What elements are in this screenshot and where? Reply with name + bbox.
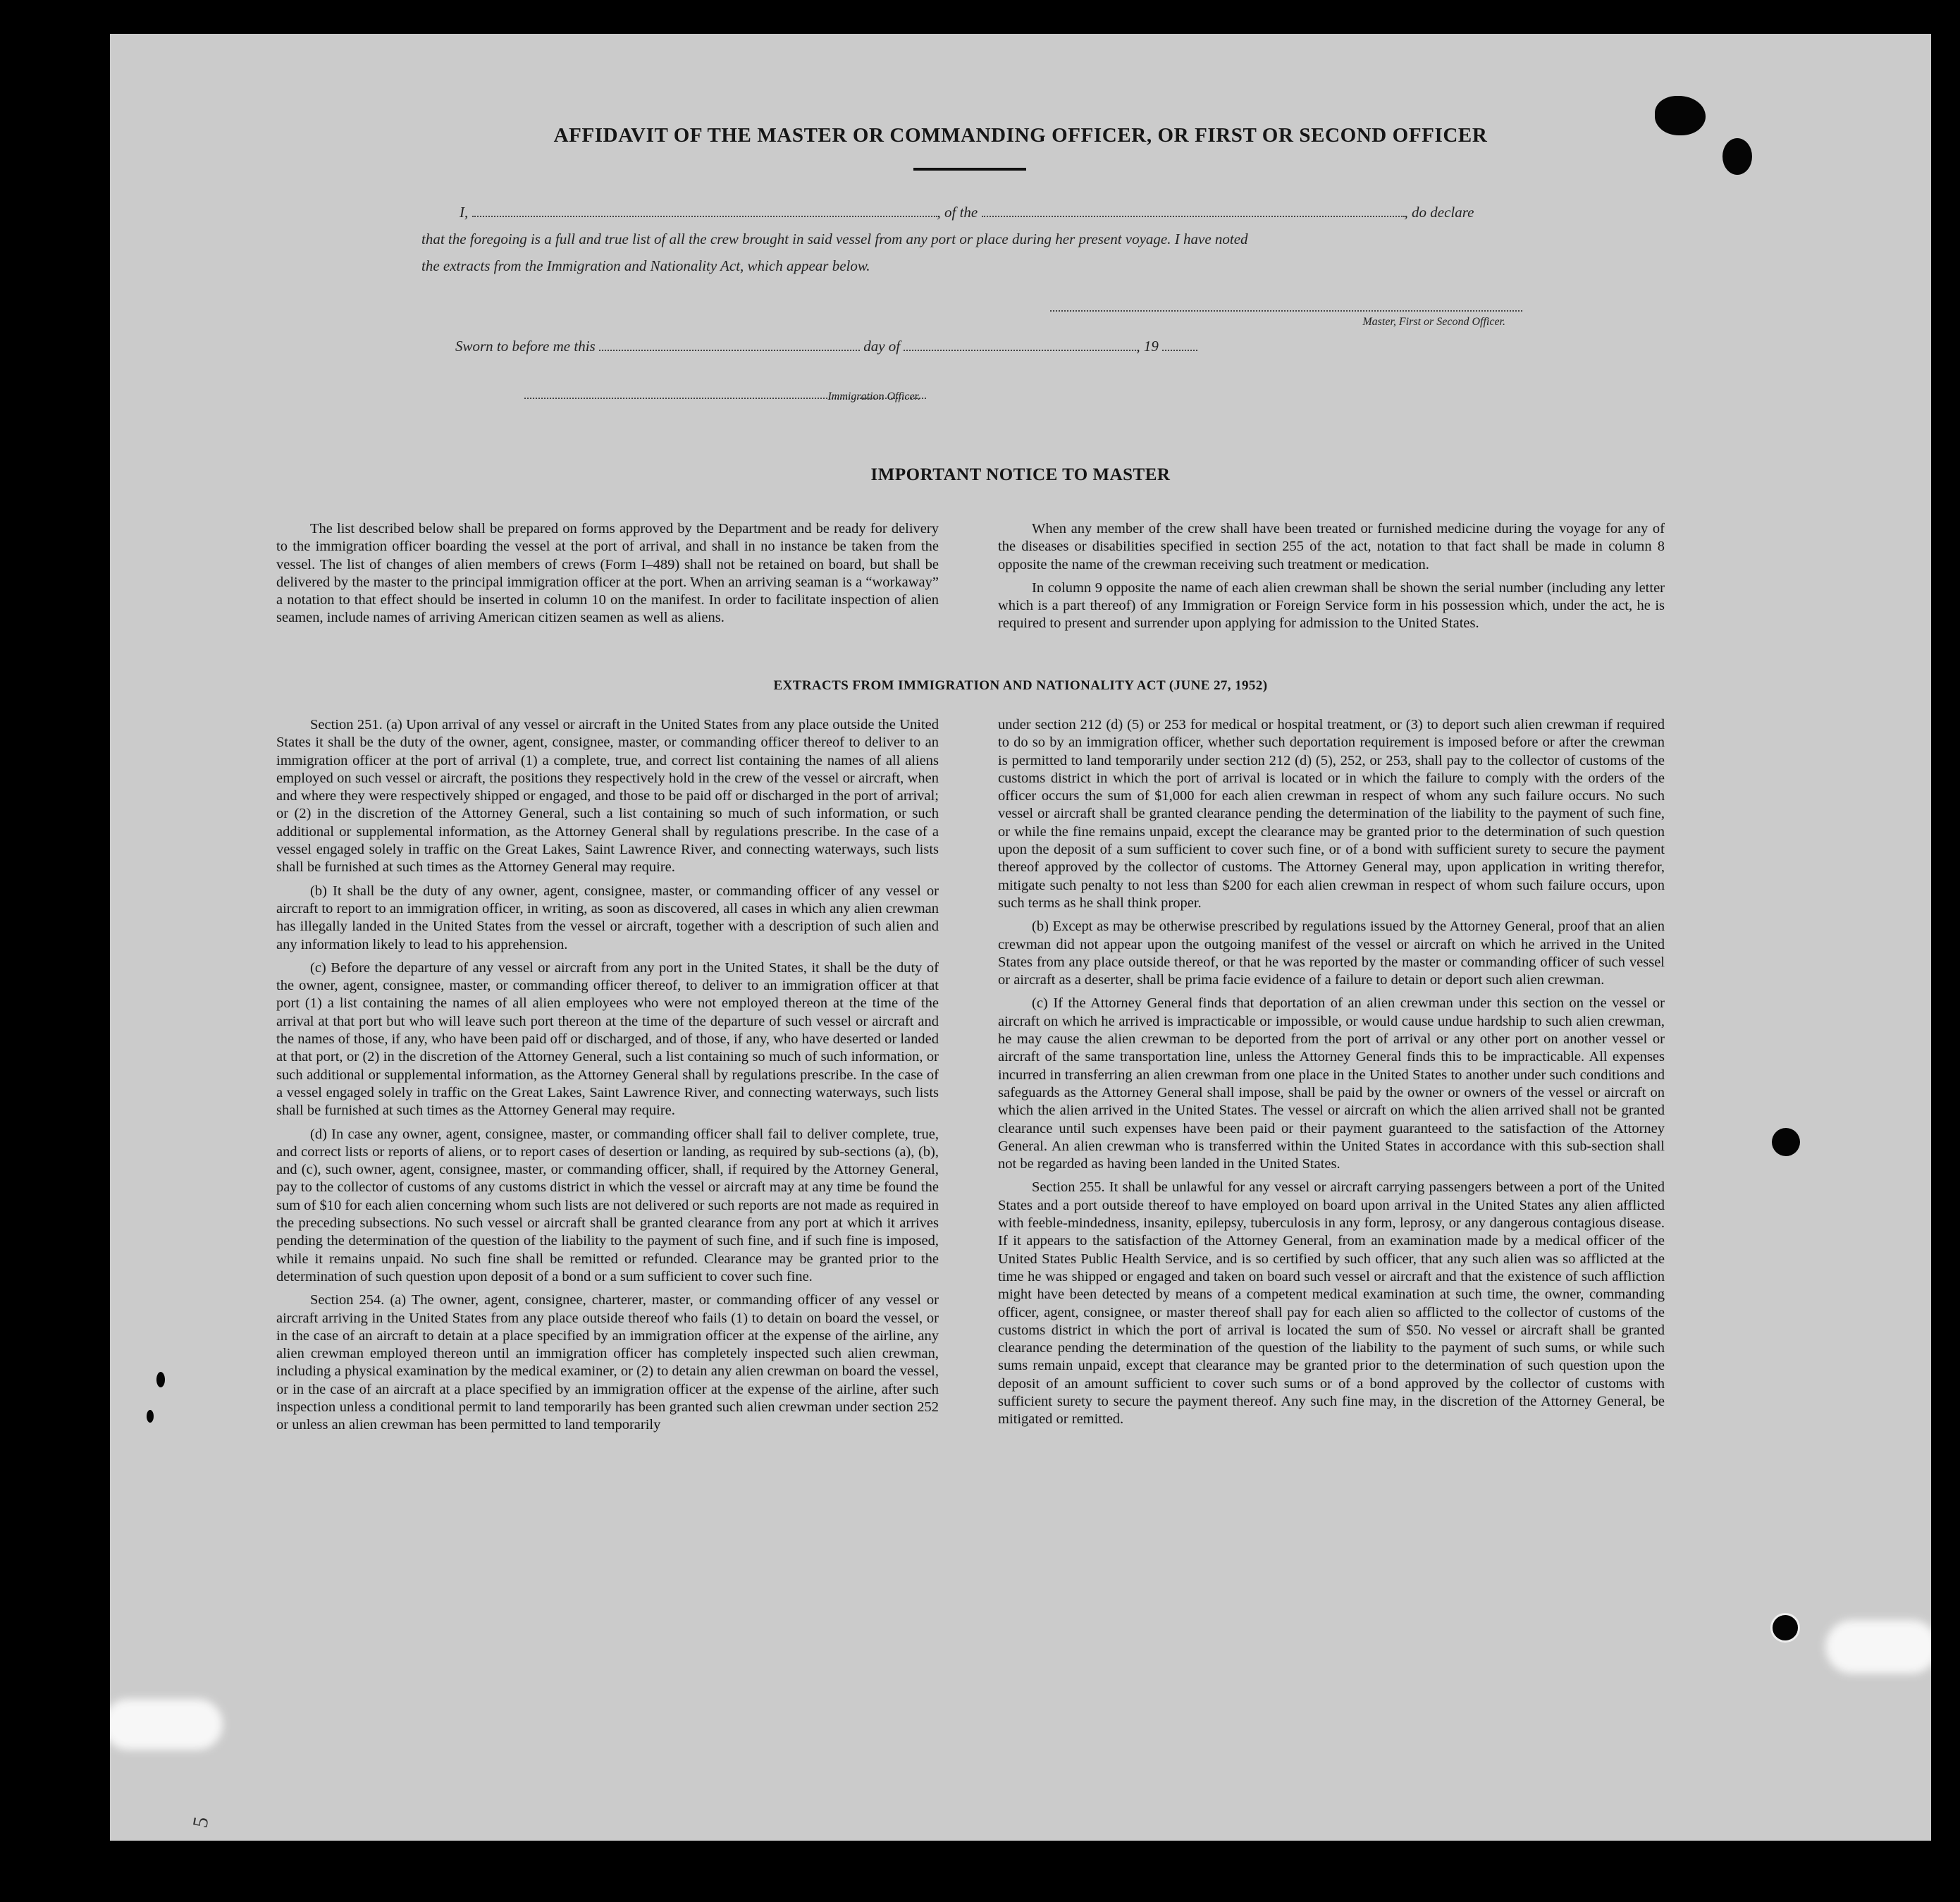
section-254-a: Section 254. (a) The owner, agent, consignee, charterer, master, or commanding officer of any vessel or aircraft arriving in the United States from any place outside thereof who fails (1) to detain on board the vessel, or in the case of an aircraft to detain at a place specified by an immigration officer at the expense of the airline, any alien crewman employed thereon until an immigration officer has completely inspected such alien crewman, including a physical examination by the medical examiner, or (2) to detain any alien crewman on board the vessel, or in the case of an aircraft at a place specified by an immigration officer at the expense of the airline, after such inspection unless a conditional permit to land temporarily has been granted such alien crewman under section 252 or unless an alien crewman has been permitted to land temporarily — [276, 1292, 939, 1433]
notice-left-paragraph: The list described below shall be prepared on forms approved by the Department and be ready for delivery to the immigration officer boarding the vessel at the port of arrival, and shall in no instance be taken from the vessel. The list of changes of alien members of crews (Form I–489) shall not be retained on board, but shall be delivered by the master to the principal immigration officer at the port. When an arriving seaman is a “workaway” a notation to that effect should be inserted in column 10 on the manifest. In order to facilitate inspection of alien seamen, include names of arriving American citizen seamen as well as aliens. — [276, 521, 939, 626]
scan-smudge-left — [110, 1699, 223, 1750]
section-251-d: (d) In case any owner, agent, consignee, master, or commanding officer shall fail to deliver complete, true, and correct lists or reports of aliens, or to report cases of desertion or landing, as required by sub-sections (a), (b), and (c), such owner, agent, consignee, master, or commanding officer, shall, if required by the Attorney General, pay to the collector of customs of any customs district in which the vessel or aircraft may at any time be found the sum of $10 for each alien concerning whom such lists are not delivered or such reports are not made as required in the preceding subsections. No such vessel or aircraft shall be granted clearance from any port at which it arrives pending the determination of the question of the liability to the payment of such fine, and if such fine is imposed, while it remains unpaid. No such fine shall be remitted or refunded. Clearance may be granted prior to the determination of such question upon deposit of a bond or a sum sufficient to cover such fine. — [276, 1126, 939, 1284]
punch-hole-lower — [1770, 1613, 1800, 1643]
vessel-field[interactable] — [982, 202, 1405, 217]
notice-right-paragraph-2: In column 9 opposite the name of each alien crewman shall be shown the serial number (including any letter which is a part thereof) of any Immigration or Foreign Service form in his possession which, under the act, he is required to present and surrender upon applying for admission to the United States. — [998, 579, 1665, 632]
master-signature-line[interactable] — [1050, 296, 1522, 312]
section-251-a: Section 251. (a) Upon arrival of any vessel or aircraft in the United States from any place outside the United States it shall be the duty of the owner, agent, consignee, master, or commanding officer thereof to deliver to an immigration officer at the port of arrival (1) a complete, true, and correct list containing the names of all aliens employed on such vessel or aircraft, the positions they respectively hold in the crew of the vessel or aircraft, when and where they were respectively shipped or engaged, and those to be paid off or discharged in the port of arrival; or (2) in the discretion of the Attorney General, such a list containing so much of such information, or such additional or supplemental information, as the Attorney General shall by regulations prescribe. In the case of a vessel engaged solely in traffic on the Great Lakes, Saint Lawrence River, and connecting waterways, such lists shall be furnished at such times as the Attorney General may require. — [276, 717, 939, 876]
title-underline — [913, 168, 1026, 171]
sworn-year: , 19 — [1136, 338, 1159, 355]
section-254-b: (b) Except as may be otherwise prescribed by regulations issued by the Attorney General, proof that an alien crewman did not appear upon the outgoing manifest of the vessel or aircraft on which he arrived in the United States from any place outside thereof, or that he was reported by the master or commanding officer of such vessel or aircraft as a deserter, shall be prima facie evidence of a failure to detain or deport such alien crewman. — [998, 919, 1665, 988]
punch-hole-middle — [1772, 1128, 1800, 1156]
sworn-day-of: day of — [863, 338, 901, 355]
sworn-day-field[interactable] — [599, 336, 860, 351]
notice-left-column — [276, 520, 939, 633]
declaration-i: I, — [460, 204, 469, 221]
notice-right-paragraph-1: When any member of the crew shall have been treated or furnished medicine during the voyage for any of the diseases or disabilities specified in section 255 of the act, notation to that fact shall be made in column 8 opposite the name of the crewman receiving such treatment or medication. — [998, 521, 1665, 572]
declaration-of-the: , of the — [937, 204, 978, 221]
ink-spot-left — [156, 1372, 165, 1387]
extracts-heading: EXTRACTS FROM IMMIGRATION AND NATIONALITY ACT (JUNE 27, 1952) — [773, 678, 1268, 693]
scan-smudge-right — [1825, 1620, 1931, 1674]
master-signature-label: Master, First or Second Officer. — [1362, 316, 1505, 328]
section-255: Section 255. It shall be unlawful for any vessel or aircraft carrying passengers between a port of the United States and a port outside thereof to have employed on board upon arrival in the United States any alien afflicted with feeble-mindedness, insanity, epilepsy, tuberculosis in any form, leprosy, or any dangerous contagious disease. If it appears to the satisfaction of the Attorney General, from an examination made by a medical officer of the United States Public Health Service, and is so certified by such officer, that any such alien was so afflicted at the time he was shipped or engaged and taken on board such vessel or aircraft and that the existence of such affliction might have been detected by means of a competent medical examination at such time, the owner, commanding officer, agent, consignee, or master thereof shall pay for each alien so afflicted to the collector of customs of the customs district in which the port of arrival is located the sum of $50. No vessel or aircraft shall be granted clearance pending the determination of the question of the liability to the payment of such sums, or while such sums remain unpaid, except that clearance may be granted prior to the determination of such question upon the deposit of an amount sufficient to cover such sums or of a bond approved by the collector of customs with sufficient surety to secure the payment thereof. Any such fine may, in the discretion of the Attorney General, be mitigated or remitted. — [998, 1179, 1665, 1428]
sworn-month-field[interactable] — [904, 336, 1136, 351]
extracts-left-column — [276, 716, 939, 1440]
ink-spot-left-2 — [147, 1410, 154, 1423]
section-254-c: (c) If the Attorney General finds that deportation of an alien crewman under this section on the vessel or aircraft on which he arrived is impracticable or impossible, or would cause undue hardship to such alien crewman, he may cause the alien crewman to be deported from the port of arrival or any other port on another vessel or aircraft of the same transportation line, unless the Attorney General finds this to be impracticable. All expenses incurred in transferring an alien crewman from one place in the United States to another under such conditions and safeguards as the Attorney General shall impose, shall be paid by the owner or owners of the vessel or aircraft on which the alien arrived in the United States. The vessel or aircraft on which the alien arrived shall not be granted clearance until such expenses have been paid or their payment guaranteed to the satisfaction of the Attorney General. An alien crewman who is transferred within the United States in accordance with this sub-section shall not be regarded as having been landed in the United States. — [998, 995, 1665, 1172]
declaration-do-declare: , do declare — [1404, 204, 1474, 221]
name-field[interactable] — [472, 202, 937, 217]
declaration-line-1 — [460, 199, 1658, 226]
section-251-c: (c) Before the departure of any vessel or aircraft from any port in the United States, it shall be the duty of the owner, agent, consignee, master, or commanding officer thereof, to deliver to an immigration officer at that port (1) a list containing the names of all alien employees who were not employed thereon at the time of the arrival at that port but who will leave such port thereon at the time of the departure of such vessel or aircraft and the names of those, if any, who have been paid off or discharged, and of those, if any, who have deserted or landed at that port, or (2) in the discretion of the Attorney General, such a list containing so much of such information, or such additional or supplemental information, as the Attorney General shall by regulations prescribe. In the case of a vessel engaged solely in traffic on the Great Lakes, Saint Lawrence River, and connecting waterways, such lists shall be furnished at such times as the Attorney General may require. — [276, 959, 939, 1119]
notice-heading: IMPORTANT NOTICE TO MASTER — [870, 465, 1171, 484]
notice-right-column — [998, 520, 1665, 639]
section-251-b: (b) It shall be the duty of any owner, agent, consignee, master, or commanding officer of any vessel or aircraft to report to an immigration officer, in writing, as soon as discovered, all cases in which any alien crewman has illegally landed in the United States from the vessel or aircraft, together with a description of such alien and any information likely to lead to his apprehension. — [276, 883, 939, 952]
declaration-line-2: that the foregoing is a full and true list of all the crew brought in said vessel from any port or place during her present voyage. I have noted — [421, 231, 1248, 247]
document-page — [110, 34, 1931, 1841]
extracts-right-column — [998, 716, 1665, 1435]
declaration-line-3: the extracts from the Immigration and Nationality Act, which appear below. — [421, 257, 870, 274]
immigration-officer-label: Immigration Officer. — [827, 391, 920, 403]
corner-handwritten-mark: 5 — [188, 1815, 214, 1830]
sworn-line — [455, 333, 1442, 360]
sworn-year-field[interactable] — [1162, 336, 1197, 351]
section-254-a-continued: under section 212 (d) (5) or 253 for medical or hospital treatment, or (3) to deport such alien crewman if required to do so by an immigration officer, whether such deportation requirement is imposed before or after the crewman is permitted to land temporarily under section 212 (d) (5), 252, or 253, shall pay to the collector of customs of the customs district in which the port of arrival is located or in which the failure to comply with the orders of the officer occurs the sum of $1,000 for each alien crewman in respect of whom any such failure occurs. No such vessel or aircraft shall be granted clearance pending the determination of the liability to the payment of such fine, or while the fine remains unpaid, except the clearance may be granted prior to the determination of such question upon the deposit of a sum sufficient to cover such fine, or of a bond with sufficient surety to secure the payment thereof approved by the collector of customs. The Attorney General may, upon application in writing therefor, mitigate such penalty to not less than $200 for each alien crewman in respect of whom such failure occurs, upon such terms as he shall think proper. — [998, 717, 1665, 911]
sworn-prefix: Sworn to before me this — [455, 338, 596, 355]
affidavit-title: AFFIDAVIT OF THE MASTER OR COMMANDING OFFICER, OR FIRST OR SECOND OFFICER — [553, 124, 1488, 147]
